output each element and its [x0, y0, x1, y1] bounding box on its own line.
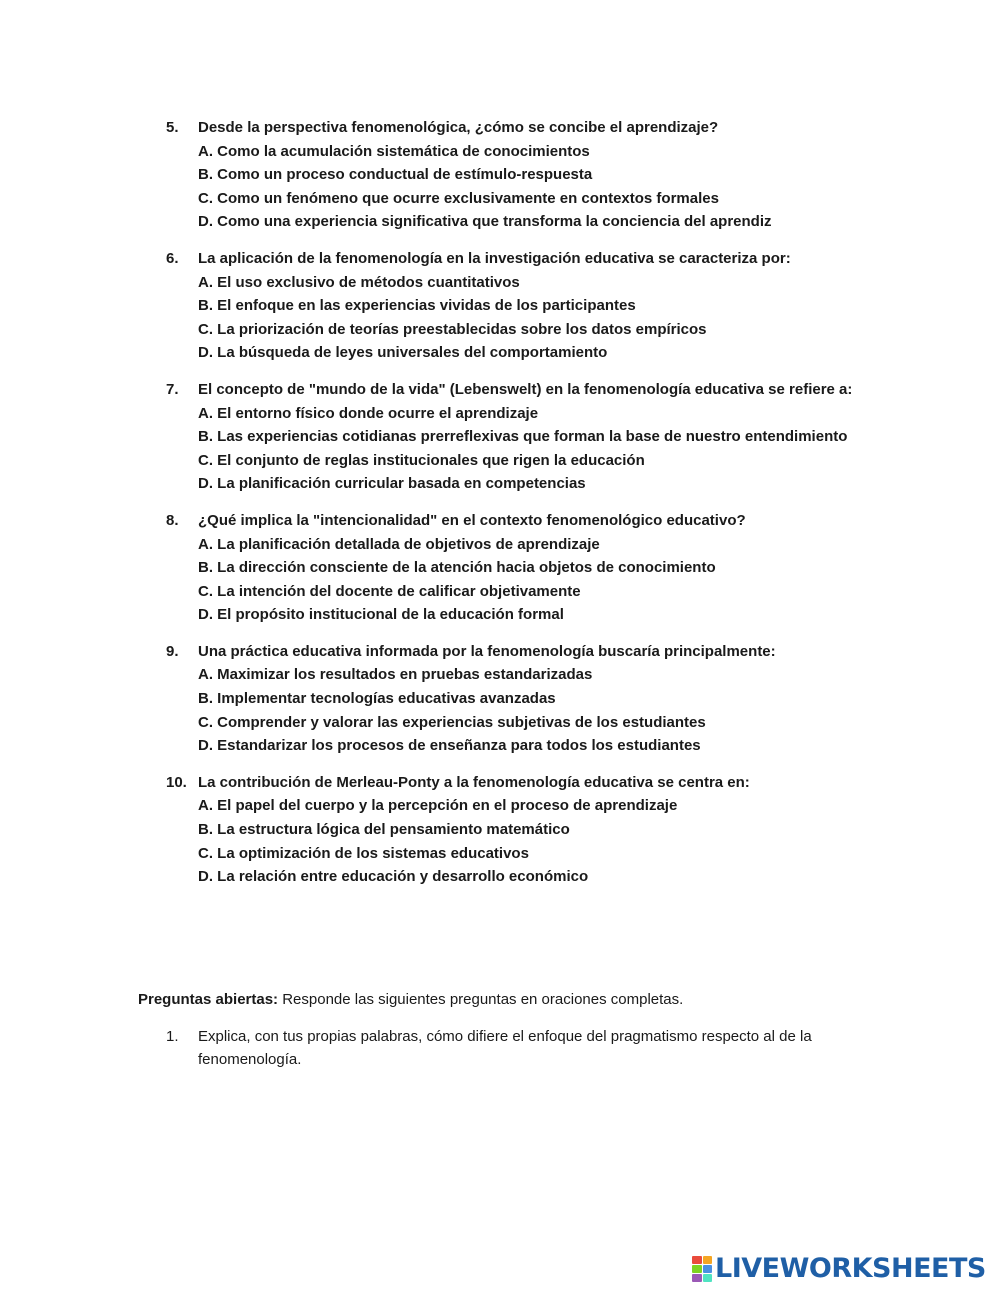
option-d[interactable]: D. Estandarizar los procesos de enseñanza para todos los estudiantes [198, 737, 701, 755]
question-5 [166, 116, 886, 234]
question-body [198, 116, 886, 234]
option-c[interactable]: C. El conjunto de reglas institucionales que rigen la educación [198, 451, 645, 469]
open-question-1 [166, 1025, 868, 1072]
option-c[interactable]: C. La optimización de los sistemas educativos [198, 844, 529, 862]
question-number: 5. [166, 119, 179, 136]
section-instruction: Responde las siguientes preguntas en oraciones completas. [278, 991, 684, 1008]
option-a[interactable]: A. El uso exclusivo de métodos cuantitativos [198, 273, 520, 291]
option-b[interactable]: B. La estructura lógica del pensamiento matemático [198, 821, 570, 839]
question-number: 1. [166, 1027, 179, 1045]
question-stem: La contribución de Merleau-Ponty a la fenomenología educativa se centra en: [198, 773, 750, 791]
option-c[interactable]: C. La intención del docente de calificar objetivamente [198, 582, 581, 600]
question-6 [166, 247, 886, 365]
question-9 [166, 640, 886, 758]
logo-tiles-icon [692, 1256, 712, 1282]
option-a[interactable]: A. El papel del cuerpo y la percepción en el proceso de aprendizaje [198, 797, 678, 815]
option-b[interactable]: B. El enfoque en las experiencias vividas de los participantes [198, 297, 636, 315]
option-c[interactable]: C. La priorización de teorías preestablecidas sobre los datos empíricos [198, 320, 707, 338]
option-b[interactable]: B. La dirección consciente de la atención hacia objetos de conocimiento [198, 559, 716, 577]
option-d[interactable]: D. La relación entre educación y desarrollo económico [198, 868, 589, 886]
question-body [198, 771, 886, 889]
question-body [198, 640, 886, 758]
question-number: 9. [166, 642, 179, 660]
question-stem: El concepto de "mundo de la vida" (Lebenswelt) en la fenomenología educativa se refiere a: [198, 380, 853, 398]
option-a[interactable]: A. El entorno físico donde ocurre el aprendizaje [198, 404, 539, 422]
question-text: Explica, con tus propias palabras, cómo difiere el enfoque del pragmatismo respecto al de la fenomenología. [198, 1027, 812, 1069]
option-a[interactable]: A. Como la acumulación sistemática de conocimientos [198, 142, 590, 160]
question-number: 8. [166, 511, 179, 529]
open-questions-header [138, 988, 868, 1012]
option-d[interactable]: D. La búsqueda de leyes universales del comportamiento [198, 344, 608, 362]
option-d[interactable]: D. Como una experiencia significativa que transforma la conciencia del aprendiz [198, 213, 772, 231]
question-number: 10. [166, 773, 187, 791]
option-d[interactable]: D. La planificación curricular basada en competencias [198, 475, 586, 493]
question-number: 6. [166, 249, 179, 267]
question-body [198, 247, 886, 365]
open-questions-list [138, 1025, 868, 1072]
brand-name: LIVEWORKSHEETS [715, 1253, 986, 1284]
option-c[interactable]: C. Comprender y valorar las experiencias subjetivas de los estudiantes [198, 713, 706, 731]
open-questions-section [138, 988, 868, 1072]
question-stem: ¿Qué implica la "intencionalidad" en el contexto fenomenológico educativo? [198, 511, 746, 529]
question-10 [166, 771, 886, 889]
option-d[interactable]: D. El propósito institucional de la educación formal [198, 606, 564, 624]
option-c[interactable]: C. Como un fenómeno que ocurre exclusivamente en contextos formales [198, 189, 719, 207]
question-stem: Una práctica educativa informada por la fenomenología buscaría principalmente: [198, 642, 776, 660]
option-b[interactable]: B. Implementar tecnologías educativas avanzadas [198, 690, 556, 708]
question-8 [166, 509, 886, 627]
question-body [198, 378, 886, 496]
multiple-choice-section [166, 116, 886, 902]
option-a[interactable]: A. La planificación detallada de objetivos de aprendizaje [198, 535, 600, 553]
liveworksheets-logo [692, 1254, 986, 1284]
question-stem: La aplicación de la fenomenología en la investigación educativa se caracteriza por: [198, 249, 791, 267]
option-a[interactable]: A. Maximizar los resultados en pruebas estandarizadas [198, 666, 593, 684]
question-number: 7. [166, 380, 179, 398]
question-stem: Desde la perspectiva fenomenológica, ¿cómo se concibe el aprendizaje? [198, 119, 719, 136]
option-b[interactable]: B. Las experiencias cotidianas prerreflexivas que forman la base de nuestro entendimiento [198, 428, 848, 446]
section-title: Preguntas abiertas: [138, 991, 279, 1008]
question-7 [166, 378, 886, 496]
option-b[interactable]: B. Como un proceso conductual de estímulo-respuesta [198, 166, 593, 184]
question-body [198, 509, 886, 627]
